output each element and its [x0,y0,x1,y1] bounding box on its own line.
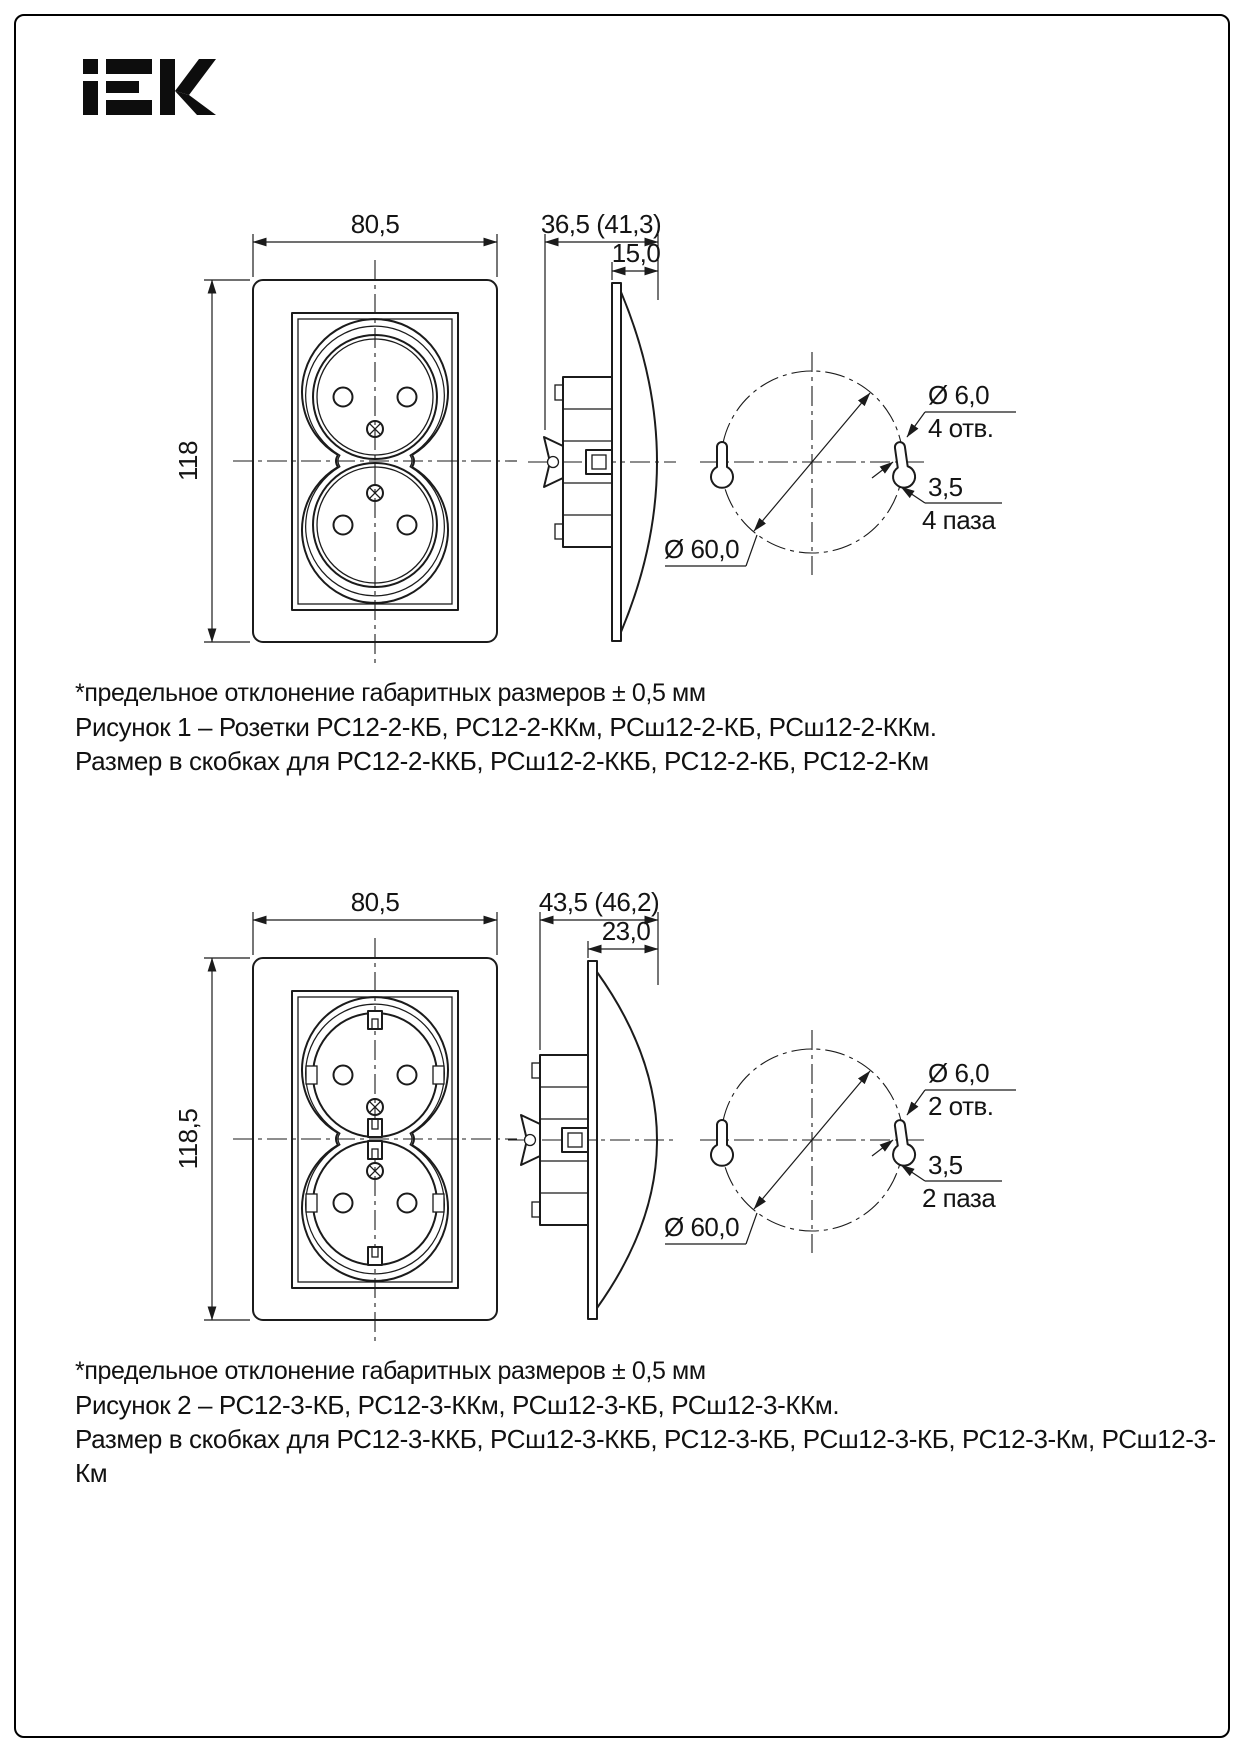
figure2-caption-line2: Размер в скобках для РС12-3-ККБ, РСш12-3-ККБ, РС12-3-КБ, РСш12-3-КБ, РС12-3-Км, РСш12-3-Км [75,1424,1216,1488]
figure2-captions [75,1354,1244,1490]
figure2-note: *предельное отклонение габаритных размеров ± 0,5 мм [75,1357,706,1385]
keyhole-slot [888,441,916,489]
figure1-note: *предельное отклонение габаритных размеров ± 0,5 мм [75,679,706,707]
figure1-depth-label: 36,5 (41,3) [540,209,662,239]
figure2-drawing [173,887,1016,1341]
figure1-circle-diameter-label: Ø 60,0 [664,534,740,564]
keyhole-slot [711,442,733,488]
figure2-side-view [508,887,676,1319]
figure2-slot-count-label: 2 паза [922,1183,996,1213]
figure2-mounting-diagram [664,1030,1016,1253]
figure1-cover-depth-label: 15,0 [611,238,661,268]
figure2-height-label: 118,5 [173,1108,203,1170]
figure1-slot-width-label: 3,5 [928,472,963,502]
figure1-hole-diameter-label: Ø 6,0 [928,380,990,410]
figure2-width-label: 80,5 [350,887,400,917]
figure1-caption-line1: Рисунок 1 – Розетки РС12-2-КБ, РС12-2-ККм, РСш12-2-КБ, РСш12-2-ККм. [75,712,937,742]
figure1-caption-line2: Размер в скобках для РС12-2-ККБ, РСш12-2-ККБ, РС12-2-КБ, РС12-2-Км [75,746,929,776]
figure2-front-view [173,887,517,1341]
figure1-hole-count-label: 4 отв. [928,413,994,443]
figure2-caption-line1: Рисунок 2 – РС12-3-КБ, РС12-3-ККм, РСш12-3-КБ, РСш12-3-ККм. [75,1390,840,1420]
pin-hole [398,1194,417,1213]
figure2-hole-diameter-label: Ø 6,0 [928,1058,990,1088]
figure1-height-label: 118 [173,441,203,481]
pin-hole [334,1066,353,1085]
figure1-slot-count-label: 4 паза [922,505,996,535]
figure1-side-view [528,209,676,641]
pin-hole [334,388,353,407]
figure1-front-view [173,209,517,663]
keyhole-slot [711,1120,733,1166]
pin-hole [398,1066,417,1085]
pin-hole [398,516,417,535]
figure2-hole-count-label: 2 отв. [928,1091,994,1121]
figure1-width-label: 80,5 [350,209,400,239]
figure2-depth-label: 43,5 (46,2) [538,887,660,917]
pin-hole [398,388,417,407]
figure1-drawing [173,209,1016,663]
keyhole-slot [888,1119,916,1167]
iek-logo [83,59,216,115]
figure1-mounting-diagram [664,352,1016,575]
figure2-slot-width-label: 3,5 [928,1150,963,1180]
figure2-cover-depth-label: 23,0 [601,916,651,946]
figure2-circle-diameter-label: Ø 60,0 [664,1212,740,1242]
pin-hole [334,516,353,535]
pin-hole [334,1194,353,1213]
figure1-captions [75,676,937,778]
